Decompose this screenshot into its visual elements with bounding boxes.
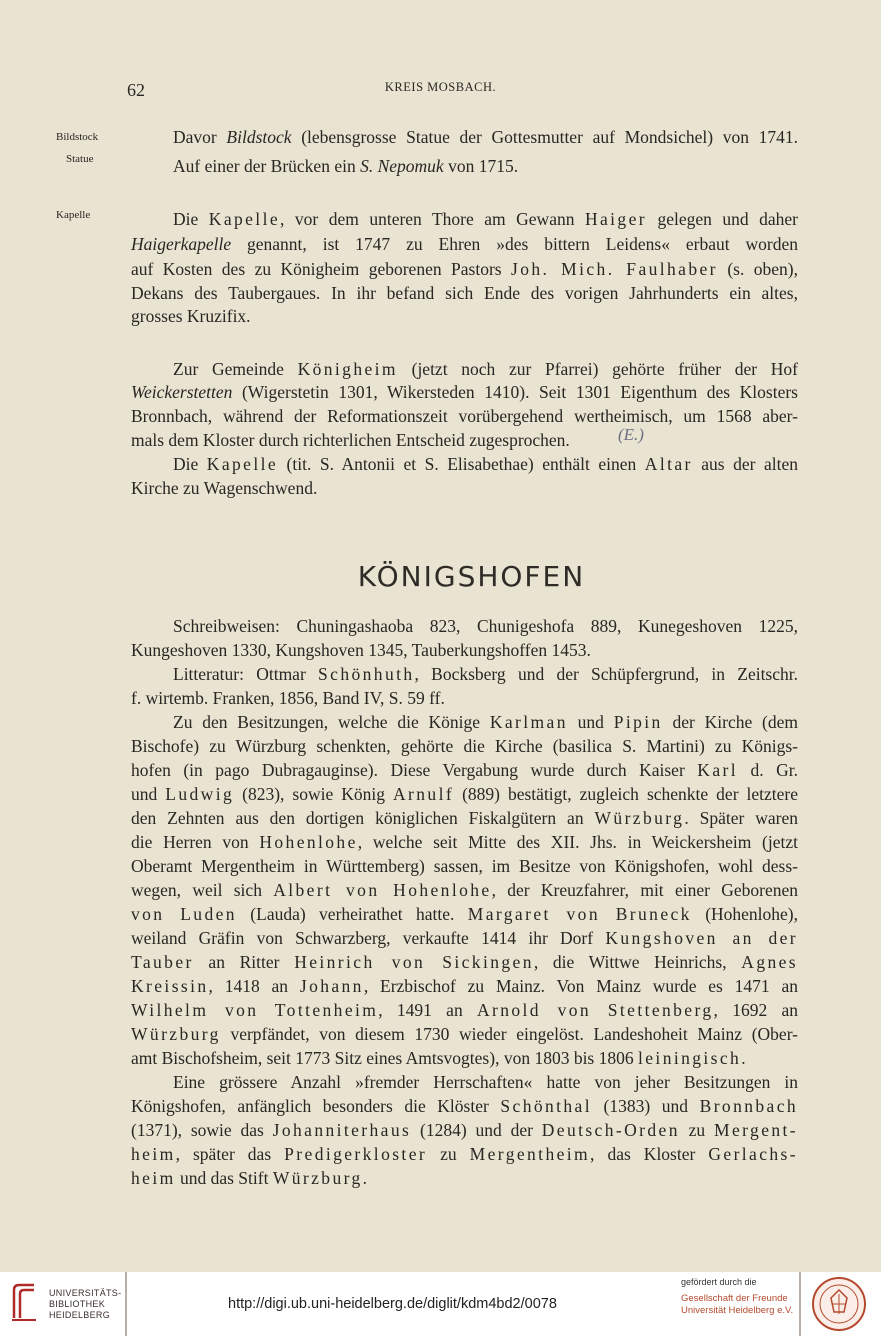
text-line: hofen (in pago Dubragauginse). Diese Vergabung wurde durch Kaiser Karl d. Gr. xyxy=(131,760,799,780)
section-title: KÖNIGSHOFEN xyxy=(357,560,586,593)
text-line: Litteratur: Ottmar Schönhuth, Bocksberg und der Schüpfergrund, in Zeitschr. xyxy=(173,664,799,684)
text-line: Bischofe) zu Würzburg schenkten, gehörte die Kirche (basilica S. Martini) zu Königs- xyxy=(131,736,798,756)
text-line: Eine grössere Anzahl »fremder Herrschaften« hatte von jeher Besitzungen in xyxy=(173,1072,798,1092)
text-line: mals dem Kloster durch richterlichen Entscheid zugesprochen. xyxy=(131,430,570,450)
text-line: Tauber an Ritter Heinrich von Sickingen, die Wittwe Heinrichs, Agnes xyxy=(131,952,798,972)
text-line: Die Kapelle, vor dem unteren Thore am Gewann Haiger gelegen und daher xyxy=(173,209,799,229)
text-line: Weickerstetten (Wigerstetin 1301, Wikersteden 1410). Seit 1301 Eigenthum des Klosters xyxy=(131,382,798,402)
text-line: von Luden (Lauda) verheirathet hatte. Margaret von Bruneck (Hohenlohe), xyxy=(131,904,799,924)
page-number: 62 xyxy=(127,80,145,100)
text-line: auf Kosten des zu Königheim geborenen Pastors Joh. Mich. Faulhaber (s. oben), xyxy=(131,259,799,279)
text-line: Bronnbach, während der Reformationszeit vorübergehend wertheimisch, um 1568 aber- xyxy=(131,406,798,426)
margin-note-statue: Statue xyxy=(66,153,94,165)
text-line: Oberamt Mergentheim in Württemberg) sassen, im Besitze von Königshofen, wohl dess- xyxy=(131,856,798,876)
text-line: und Ludwig (823), sowie König Arnulf (889) bestätigt, zugleich schenkte der letztere xyxy=(131,784,799,804)
library-name-line: UNIVERSITÄTS- xyxy=(49,1288,122,1298)
funded-by-label: gefördert durch die xyxy=(681,1277,757,1287)
text-line: heim, später das Predigerkloster zu Mergentheim, das Kloster Gerlachs- xyxy=(131,1144,798,1164)
permalink-url[interactable]: http://digi.ub.uni-heidelberg.de/diglit/kdm4bd2/0078 xyxy=(228,1296,557,1312)
text-line: Haigerkapelle genannt, ist 1747 zu Ehren »des bittern Leidens« erbaut worden xyxy=(131,234,798,254)
text-line: Kungeshoven 1330, Kungshoven 1345, Tauberkungshoffen 1453. xyxy=(131,640,591,660)
text-line: (1371), sowie das Johanniterhaus (1284) und der Deutsch-Orden zu Mergent- xyxy=(131,1120,798,1140)
text-line: Dekans des Taubergaues. In ihr befand sich Ende des vorigen Jahrhunderts ein altes, xyxy=(131,283,798,303)
society-name-line: Gesellschaft der Freunde xyxy=(681,1293,788,1304)
text-line: f. wirtemb. Franken, 1856, Band IV, S. 59 ff. xyxy=(131,688,445,708)
margin-note-kapelle: Kapelle xyxy=(56,209,91,221)
text-line: heim und das Stift Würzburg. xyxy=(131,1168,368,1188)
library-name-line: BIBLIOTHEK xyxy=(49,1299,106,1309)
text-line: Würzburg verpfändet, von diesem 1730 wieder eingelöst. Landeshoheit Mainz (Ober- xyxy=(131,1024,798,1044)
text-line: Davor Bildstock (lebensgrosse Statue der Gottesmutter auf Mondsichel) von 1741. xyxy=(173,127,798,147)
text-line: Die Kapelle (tit. S. Antonii et S. Elisabethae) enthält einen Altar aus der alten xyxy=(173,454,798,474)
text-line: amt Bischofsheim, seit 1773 Sitz eines Amtsvogtes), von 1803 bis 1806 leiningisch. xyxy=(131,1048,746,1068)
library-name-line: HEIDELBERG xyxy=(49,1310,111,1320)
text-line: Auf einer der Brücken ein S. Nepomuk von 1715. xyxy=(173,156,519,176)
text-line: Schreibweisen: Chuningashaoba 823, Chunigeshofa 889, Kunegeshoven 1225, xyxy=(173,616,798,636)
society-name-line: Universität Heidelberg e.V. xyxy=(681,1305,794,1316)
university-seal-icon xyxy=(811,1276,867,1332)
text-line: grosses Kruzifix. xyxy=(131,306,251,326)
text-line: wegen, weil sich Albert von Hohenlohe, der Kreuzfahrer, mit einer Geborenen xyxy=(131,880,798,900)
running-head: KREIS MOSBACH. xyxy=(384,80,497,94)
margin-note-bildstock: Bildstock xyxy=(56,131,99,143)
text-line: Kreissin, 1418 an Johann, Erzbischof zu Mainz. Von Mainz wurde es 1471 an xyxy=(131,976,798,996)
text-line: Königshofen, anfänglich besonders die Klöster Schönthal (1383) und Bronnbach xyxy=(131,1096,799,1116)
text-line: Zur Gemeinde Königheim (jetzt noch zur Pfarrei) gehörte früher der Hof xyxy=(173,359,798,379)
text-line: Kirche zu Wagenschwend. xyxy=(131,478,318,498)
divider xyxy=(125,1272,127,1336)
university-library-logo-icon xyxy=(10,1282,40,1322)
text-line: den Zehnten aus den dortigen königlichen Fiskalgütern an Würzburg. Später waren xyxy=(131,808,798,828)
pencil-annotation: (E.) xyxy=(618,425,644,444)
footer-bar xyxy=(0,1272,881,1336)
text-line: die Herren von Hohenlohe, welche seit Mitte des XII. Jhs. in Weickersheim (jetzt xyxy=(131,832,798,852)
text-line: weiland Gräfin von Schwarzberg, verkaufte 1414 ihr Dorf Kungshoven an der xyxy=(131,928,798,948)
text-line: Wilhelm von Tottenheim, 1491 an Arnold von Stettenberg, 1692 an xyxy=(131,1000,798,1020)
text-line: Zu den Besitzungen, welche die Könige Karlman und Pipin der Kirche (dem xyxy=(173,712,799,732)
divider xyxy=(799,1272,801,1336)
